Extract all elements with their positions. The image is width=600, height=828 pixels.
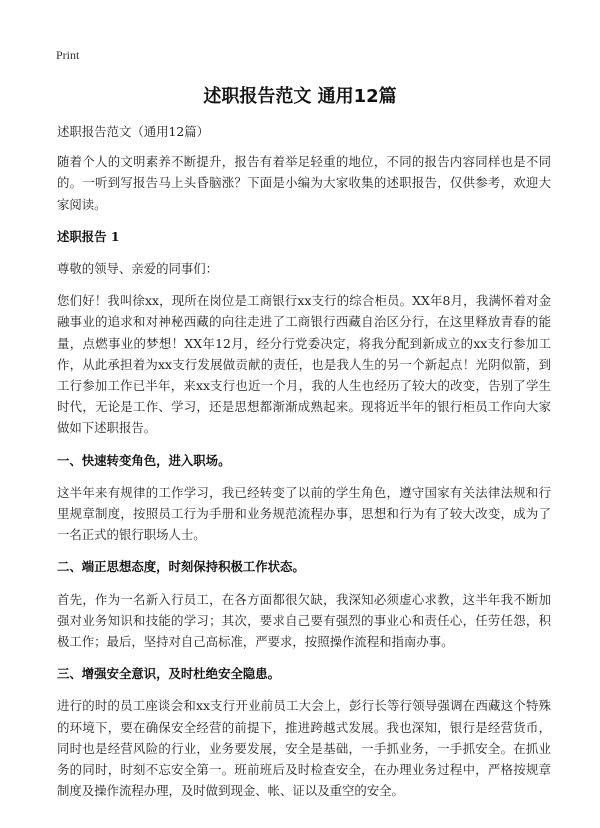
report1-heading: 述职报告 1 — [57, 228, 120, 244]
section3-paragraph: 进行的时的员工座谈会和xx支行开业前员工大会上，彭行长等行领导强调在西藏这个特殊的环境下，要在确保安全经营的前提下，推进跨越式发展。我也深知，银行是经营货币，同时也是经营风险的行业，业务要发展，安全是基础，一手抓业务，一手抓安全。在抓业务的同时，时刻不忘安全第一。班前班后及时检查安全，在办理业务过程中，严格按规章制度及操作流程办理，及时做到现金、帐、证以及重空的安全。 — [57, 698, 551, 799]
section3-heading: 三、增强安全意识，及时杜绝安全隐患。 — [57, 666, 281, 682]
report1-paragraph: 您们好！我叫徐xx，现所在岗位是工商银行xx支行的综合柜员。XX年8月，我满怀着对金融事业的追求和对神秘西藏的向往走进了工商银行西藏自治区分行，在这里释放青春的能量，点燃事业的梦想！XX年12月，经分行党委决定，将我分配到新成立的xx支行参加工作，从此承担着为xx支行发展做贡献的责任，也是我人生的另一个新起点！光阴似箭，到工行参加工作已半年，来xx支行也近一个月，我的人生也经历了较大的改变，告别了学生时代，无论是工作、学习，还是思想都渐渐成熟起来。现将近半年的银行柜员工作向大家做如下述职报告。 — [57, 293, 551, 436]
intro-paragraph: 随着个人的文明素养不断提升，报告有着举足轻重的地位，不同的报告内容同样也是不同的。一听到写报告马上头昏脑涨？下面是小编为大家收集的述职报告，仅供参考，欢迎大家阅读。 — [57, 154, 551, 212]
section2-paragraph: 首先，作为一名新入行员工，在各方面都很欠缺，我深知必须虚心求教，这半年我不断加强对业务知识和技能的学习；其次，要求自己要有强烈的事业心和责任心，任劳任怨，积极工作；最后，坚持对自己高标准，严要求，按照操作流程和指南办事。 — [57, 591, 551, 650]
page-title: 述职报告范文 通用12篇 — [203, 86, 397, 107]
section1-paragraph: 这半年来有规律的工作学习，我已经转变了以前的学生角色，遵守国家有关法律法规和行里规章制度，按照员工行为手册和业务规范流程办事，思想和行为有了较大改变，成为了一名正式的银行职场人士。 — [57, 484, 551, 543]
print-link[interactable]: Print — [56, 48, 80, 62]
section1-heading: 一、快速转变角色，进入职场。 — [57, 452, 231, 468]
greeting: 尊敬的领导、亲爱的同事们： — [57, 261, 219, 277]
subtitle: 述职报告范文（通用12篇） — [57, 124, 210, 139]
document-body — [57, 121, 551, 812]
section2-heading: 二、端正思想态度，时刻保持积极工作状态。 — [57, 559, 305, 575]
